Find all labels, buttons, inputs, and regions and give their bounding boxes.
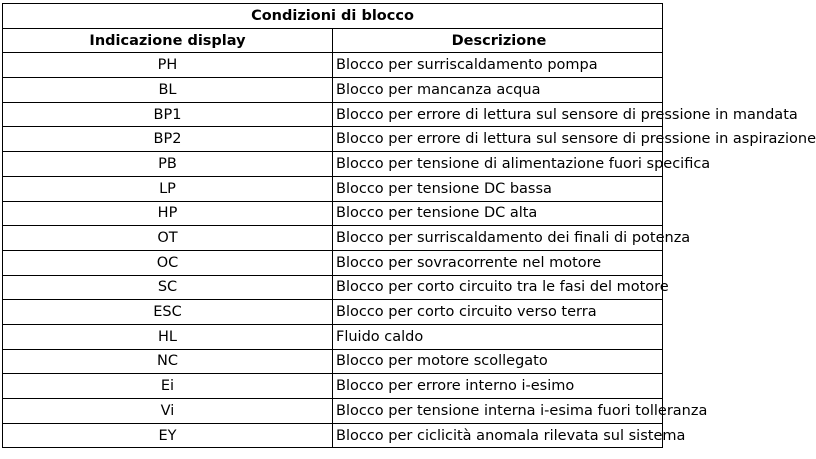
display-code-cell: SC [3, 275, 333, 300]
display-code-cell: Vi [3, 399, 333, 424]
table-row [3, 275, 663, 300]
column-header-description: Descrizione [333, 28, 663, 53]
table-row [3, 201, 663, 226]
table-row [3, 78, 663, 103]
table-row [3, 226, 663, 251]
display-code-cell: ESC [3, 300, 333, 325]
description-cell: Blocco per sovracorrente nel motore [333, 250, 663, 275]
block-conditions-table [2, 3, 816, 448]
description-cell: Blocco per errore di lettura sul sensore di pressione in mandata [333, 102, 663, 127]
table-row [3, 423, 663, 448]
display-code-cell: HL [3, 324, 333, 349]
table-title: Condizioni di blocco [3, 4, 663, 29]
table-row [3, 399, 663, 424]
table-row [3, 53, 663, 78]
display-code-cell: BL [3, 78, 333, 103]
description-cell: Blocco per tensione DC bassa [333, 176, 663, 201]
table-row [3, 324, 663, 349]
display-code-cell: PB [3, 152, 333, 177]
table-row [3, 127, 663, 152]
display-code-cell: BP2 [3, 127, 333, 152]
description-cell: Blocco per errore di lettura sul sensore di pressione in aspirazione [333, 127, 663, 152]
display-code-cell: LP [3, 176, 333, 201]
description-cell: Blocco per errore interno i-esimo [333, 374, 663, 399]
table-row [3, 250, 663, 275]
column-header-display-indication: Indicazione display [3, 28, 333, 53]
table-title-row [3, 4, 663, 29]
description-cell: Blocco per motore scollegato [333, 349, 663, 374]
display-code-cell: OC [3, 250, 333, 275]
description-cell: Blocco per tensione interna i-esima fuori tolleranza [333, 399, 663, 424]
display-code-cell: NC [3, 349, 333, 374]
description-cell: Blocco per corto circuito verso terra [333, 300, 663, 325]
description-cell: Blocco per ciclicità anomala rilevata sul sistema [333, 423, 663, 448]
table-row [3, 349, 663, 374]
table-header-row [3, 28, 663, 53]
description-cell: Blocco per tensione DC alta [333, 201, 663, 226]
display-code-cell: EY [3, 423, 333, 448]
table-row [3, 102, 663, 127]
description-cell: Blocco per tensione di alimentazione fuori specifica [333, 152, 663, 177]
display-code-cell: Ei [3, 374, 333, 399]
display-code-cell: PH [3, 53, 333, 78]
display-code-cell: HP [3, 201, 333, 226]
description-cell: Fluido caldo [333, 324, 663, 349]
description-cell: Blocco per mancanza acqua [333, 78, 663, 103]
block-conditions-table-container [2, 3, 816, 448]
display-code-cell: BP1 [3, 102, 333, 127]
table-body [3, 53, 816, 448]
table-row [3, 300, 663, 325]
display-code-cell: OT [3, 226, 333, 251]
table-row [3, 152, 663, 177]
table-row [3, 374, 663, 399]
description-cell: Blocco per surriscaldamento pompa [333, 53, 663, 78]
description-cell: Blocco per corto circuito tra le fasi del motore [333, 275, 663, 300]
description-cell: Blocco per surriscaldamento dei finali di potenza [333, 226, 663, 251]
table-row [3, 176, 663, 201]
